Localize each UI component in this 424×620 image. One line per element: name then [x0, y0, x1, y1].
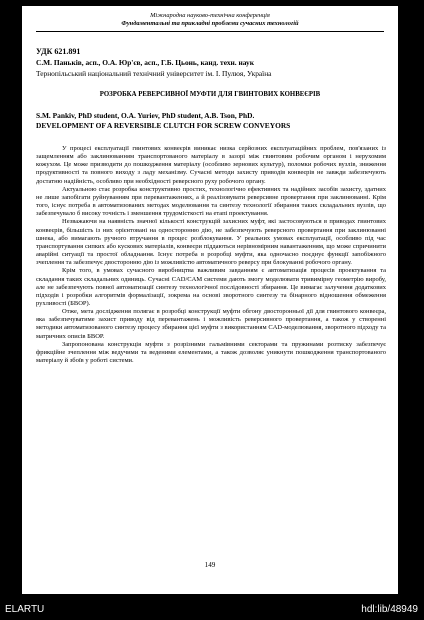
paragraph: Запропонована конструкція муфти з розрізними гальмівними секторами та пружинами розтиску забезпечує фрикційне зчеплення між ведучими та веденими елементами, а також дозволяє уникнути пошкодження транспортованого матеріалу й збоїв у роботі системи. — [36, 340, 386, 365]
running-header — [36, 12, 384, 28]
footer-handle: hdl:lib/48949 — [361, 604, 418, 615]
paragraph: Актуальною стає розробка конструктивно простих, технологічно ефективних та надійних засобів захисту, здатних не лише запобігати руйнуванням при перевантаженнях, а й реалізовувати реверсивне провертання при заклинюванні. Крім того, існує потреба в автоматизованих методах моделювання та синтезу технології збирання таких складальних вузлів, що забезпечувало б високу точність і зменшення трудомісткості на етапі проектування. — [36, 185, 386, 218]
conference-subtitle: Фундаментальні та прикладні проблеми сучасних технологій — [121, 20, 299, 27]
udc-code: УДК 621.891 — [36, 47, 81, 56]
conference-name: Міжнародна науково-технічна конференція — [150, 12, 270, 19]
page-number: 149 — [204, 561, 216, 569]
authors-english: S.M. Pankiv, PhD student, O.A. Yuriev, PhD student, A.B. Tson, PhD. — [36, 111, 255, 120]
affiliation: Тернопільський національний технічний університет ім. І. Пулюя, Україна — [36, 69, 272, 78]
article-body — [36, 145, 386, 365]
paragraph: Отже, мета дослідження полягає в розробці конструкції муфти обгону двосторонньої дії для гвинтового конвеєра, яка забезпечуватиме захист приводу від перевантажень і можливість реверсивного провертання, а також у створенні методики автоматизованого синтезу процесу збирання цієї муфти з використанням CAD-моделювання, зворотного підходу та матричних описів БВОР. — [36, 308, 386, 340]
header-rule — [36, 31, 384, 32]
paragraph: Крім того, в умовах сучасного виробництва важливим завданням є автоматизація процесів проектування та складання таких складальних одиниць. Сучасні CAD/CAM системи дають змогу моделювати тривимірну геометрію виробу, але не забезпечують повної автоматизації синтезу технологічної послідовності збирання. Це вимагає залучення додаткових підходів і розробки алгоритмів формалізації, зокрема на основі зворотного синтезу та бінарного відношення обмеження рухливості (БВОР). — [36, 267, 386, 307]
paragraph: Незважаючи на наявність значної кількості конструкцій захисних муфт, які застосовуються в приводах гвинтових конвеєрів, більшість із них орієнтовані на односторонню дію, не забезпечують реверсного провертання при заклинюванні шнека, або вимагають ручного втручання в процес розблокування. У реальних умовах експлуатації, особливо під час транспортування сипких або кускових матеріалів, конвеєри піддаються нерівномірним навантаженням, що може спричинити аварійні ситуації та простої обладнання. Існує потреба в розробці муфти, яка одночасно поєднує функції запобіжного зчеплення та забезпечує двосторонню дію із можливістю автоматичного реверсу при блокуванні робочого органу. — [36, 218, 386, 267]
document-page — [22, 6, 398, 594]
title-english: DEVELOPMENT OF A REVERSIBLE CLUTCH FOR SCREW CONVEYORS — [36, 121, 291, 130]
paragraph: У процесі експлуатації гвинтових конвеєрів виникає низка серйозних експлуатаційних проблем, пов'язаних із защемленням або заклинюванням транспортованого матеріалу в зазорі між гвинтовим робочим органом і нерухомим кожухом. Це може призводити до пошкодження матеріалу (особливо зернових культур), поломки робочих вузлів, зниження продуктивності та повного виходу з ладу механізму. Сучасні методи захисту приводів конвеєрів не завжди забезпечують достатню надійність, особливо при необхідності реверсного руху робочого органу. — [36, 145, 386, 185]
footer-repository-name: ELARTU — [5, 604, 45, 615]
authors-ukrainian: С.М. Паньків, асп., О.А. Юр'єв, асп., Г.Б. Цьонь, канд. техн. наук — [36, 58, 255, 67]
title-ukrainian: РОЗРОБКА РЕВЕРСИВНОЇ МУФТИ ДЛЯ ГВИНТОВИХ КОНВЕЄРІВ — [99, 91, 321, 98]
